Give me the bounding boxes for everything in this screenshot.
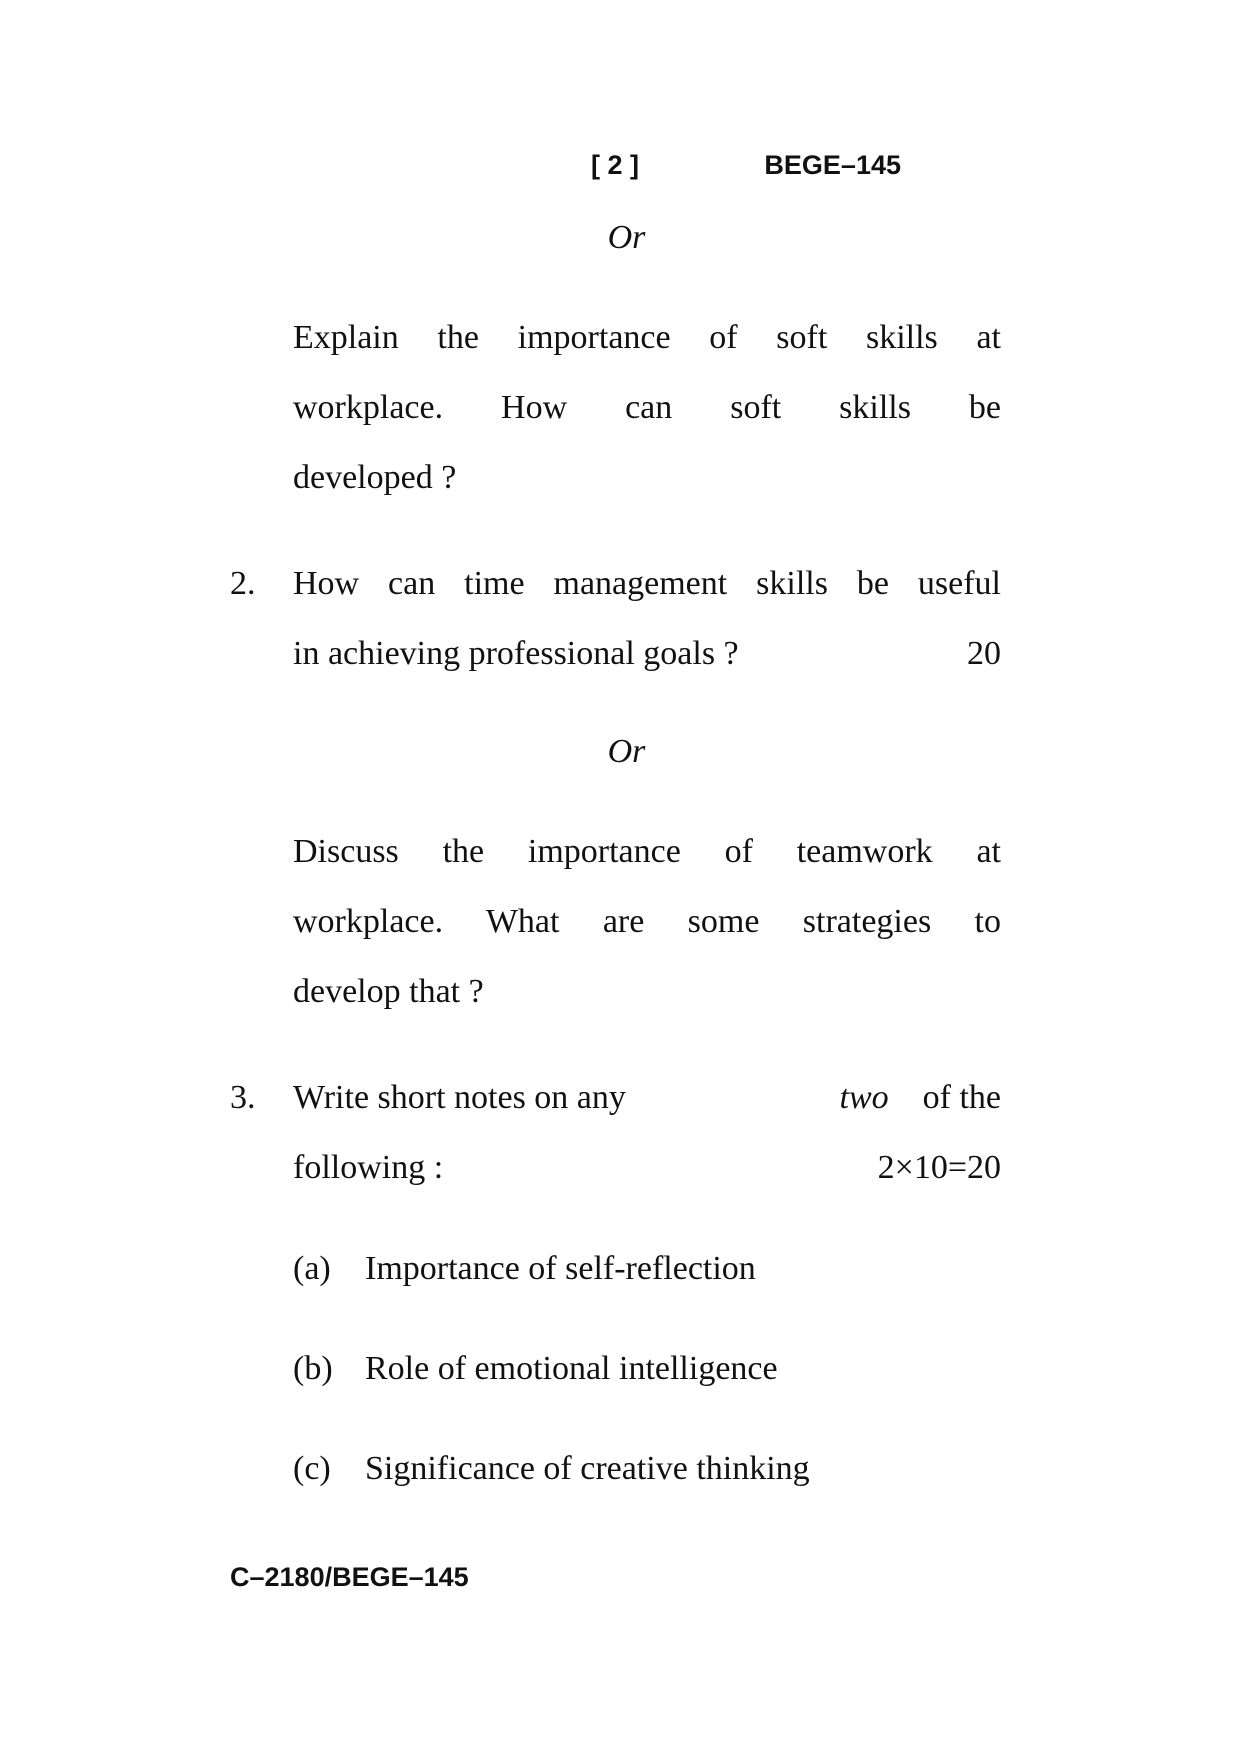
sub-item-b <box>293 1347 778 1391</box>
question-2-marks: 20 <box>967 635 1001 672</box>
question-3-number: 3. <box>230 1079 256 1116</box>
page-number: [ 2 ] <box>591 150 640 180</box>
question-2-line-2-text: in achieving professional goals ? <box>293 635 739 672</box>
question-3-line-1 <box>293 1063 1001 1133</box>
sub-item-a-label: (a) <box>293 1250 331 1287</box>
or-separator-1 <box>0 218 1241 258</box>
alt-question-2 <box>293 817 1001 1027</box>
sub-item-c-text: Significance of creative thinking <box>365 1450 810 1487</box>
sub-item-a <box>293 1247 756 1291</box>
sub-item-c-label: (c) <box>293 1450 331 1487</box>
question-3-line-2 <box>293 1133 1001 1203</box>
alt-question-1-line-2: workplace. How can soft skills be <box>293 389 1001 426</box>
question-3-line-1-start: Write short notes on any <box>293 1079 626 1116</box>
sub-item-b-text: Role of emotional intelligence <box>365 1350 778 1387</box>
footer-code: C–2180/BEGE–145 <box>230 1562 469 1592</box>
alt-question-1-line-1: Explain the importance of soft skills at <box>293 319 1001 356</box>
or-separator-2 <box>0 732 1241 772</box>
alt-question-1 <box>293 303 1001 513</box>
alt-question-1-line-3: developed ? <box>293 459 457 496</box>
alt-question-2-line-1: Discuss the importance of teamwork at <box>293 833 1001 870</box>
question-2 <box>293 549 1001 689</box>
question-3-marks: 2×10=20 <box>877 1149 1001 1186</box>
alt-question-2-line-2: workplace. What are some strategies to <box>293 903 1001 940</box>
sub-item-b-label: (b) <box>293 1350 333 1387</box>
alt-question-2-line-3: develop that ? <box>293 973 484 1010</box>
sub-item-c <box>293 1447 810 1491</box>
question-3-line-1-end: of the <box>922 1079 1001 1116</box>
question-3 <box>293 1063 1001 1203</box>
or-label: Or <box>607 219 646 256</box>
or-label: Or <box>607 733 646 770</box>
question-2-number: 2. <box>230 565 256 602</box>
sub-item-a-text: Importance of self-reflection <box>365 1250 756 1287</box>
question-3-emphasis: two <box>839 1079 889 1116</box>
question-2-line-2 <box>293 619 1001 689</box>
question-2-line-1: How can time management skills be useful <box>293 565 1001 602</box>
course-code-header: BEGE–145 <box>764 150 901 180</box>
question-3-line-2-text: following : <box>293 1149 444 1186</box>
